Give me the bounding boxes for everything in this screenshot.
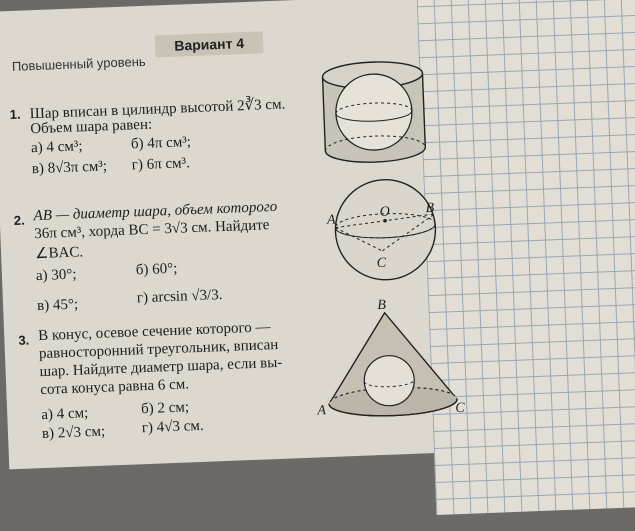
problem-1-number: 1. xyxy=(9,106,21,123)
problem-3-number: 3. xyxy=(18,332,30,348)
cone-sphere-figure xyxy=(311,297,476,429)
problem-2-option-c: в) 45°; xyxy=(36,296,79,315)
problem-1-option-c: в) 8√3π см³; xyxy=(31,158,108,178)
sphere-label-o: O xyxy=(379,204,391,220)
problem-3-line: равносторонний треугольник, вписан xyxy=(38,336,279,363)
sphere-label-c: C xyxy=(376,255,387,272)
problem-3-option-c: в) 2√3 см; xyxy=(41,423,106,443)
cone-label-c: C xyxy=(455,400,465,417)
cone-label-a: A xyxy=(317,403,327,419)
problem-1-option-b: б) 4π см³; xyxy=(130,134,192,153)
problem-2-option-b: б) 60°; xyxy=(135,260,178,279)
sphere-chord-figure xyxy=(323,175,447,288)
graph-paper-margin xyxy=(415,0,635,515)
sphere-label-b: B xyxy=(425,200,435,217)
problem-1-option-d: г) 6π см³. xyxy=(131,155,191,174)
problem-2-line: AB — диаметр шара, объем которого xyxy=(33,198,278,225)
problem-3-line: шар. Найдите диаметр шара, если вы- xyxy=(39,354,283,381)
sphere-label-a: A xyxy=(326,212,336,228)
problem-3-option-d: г) 4√3 см. xyxy=(141,417,204,437)
problem-2-line: ∠BAC. xyxy=(34,244,84,263)
problem-2-option-a: а) 30°; xyxy=(35,266,77,285)
problem-1-line: Объем шара равен: xyxy=(30,116,153,138)
difficulty-level: Повышенный уровень xyxy=(11,53,146,74)
cone-label-b: B xyxy=(377,297,387,314)
problem-1-option-a: а) 4 см³; xyxy=(30,138,83,157)
problem-2-number: 2. xyxy=(13,212,25,228)
problem-1-line: Шар вписан в цилиндр высотой 2∛3 см. xyxy=(29,96,286,123)
problem-2-line: 36π см³, хорда BC = 3√3 см. Найдите xyxy=(34,217,270,243)
problem-3-option-b: б) 2 см; xyxy=(140,399,190,418)
problem-3-line: сота конуса равна 6 см. xyxy=(40,376,190,399)
problem-3-option-a: а) 4 см; xyxy=(40,405,89,424)
variant-badge: Вариант 4 xyxy=(155,31,264,57)
cylinder-sphere-figure xyxy=(316,51,432,173)
problem-3-line: В конус, осевое сечение которого — xyxy=(37,319,271,345)
problem-2-option-d: г) arcsin √3/3. xyxy=(136,287,223,307)
